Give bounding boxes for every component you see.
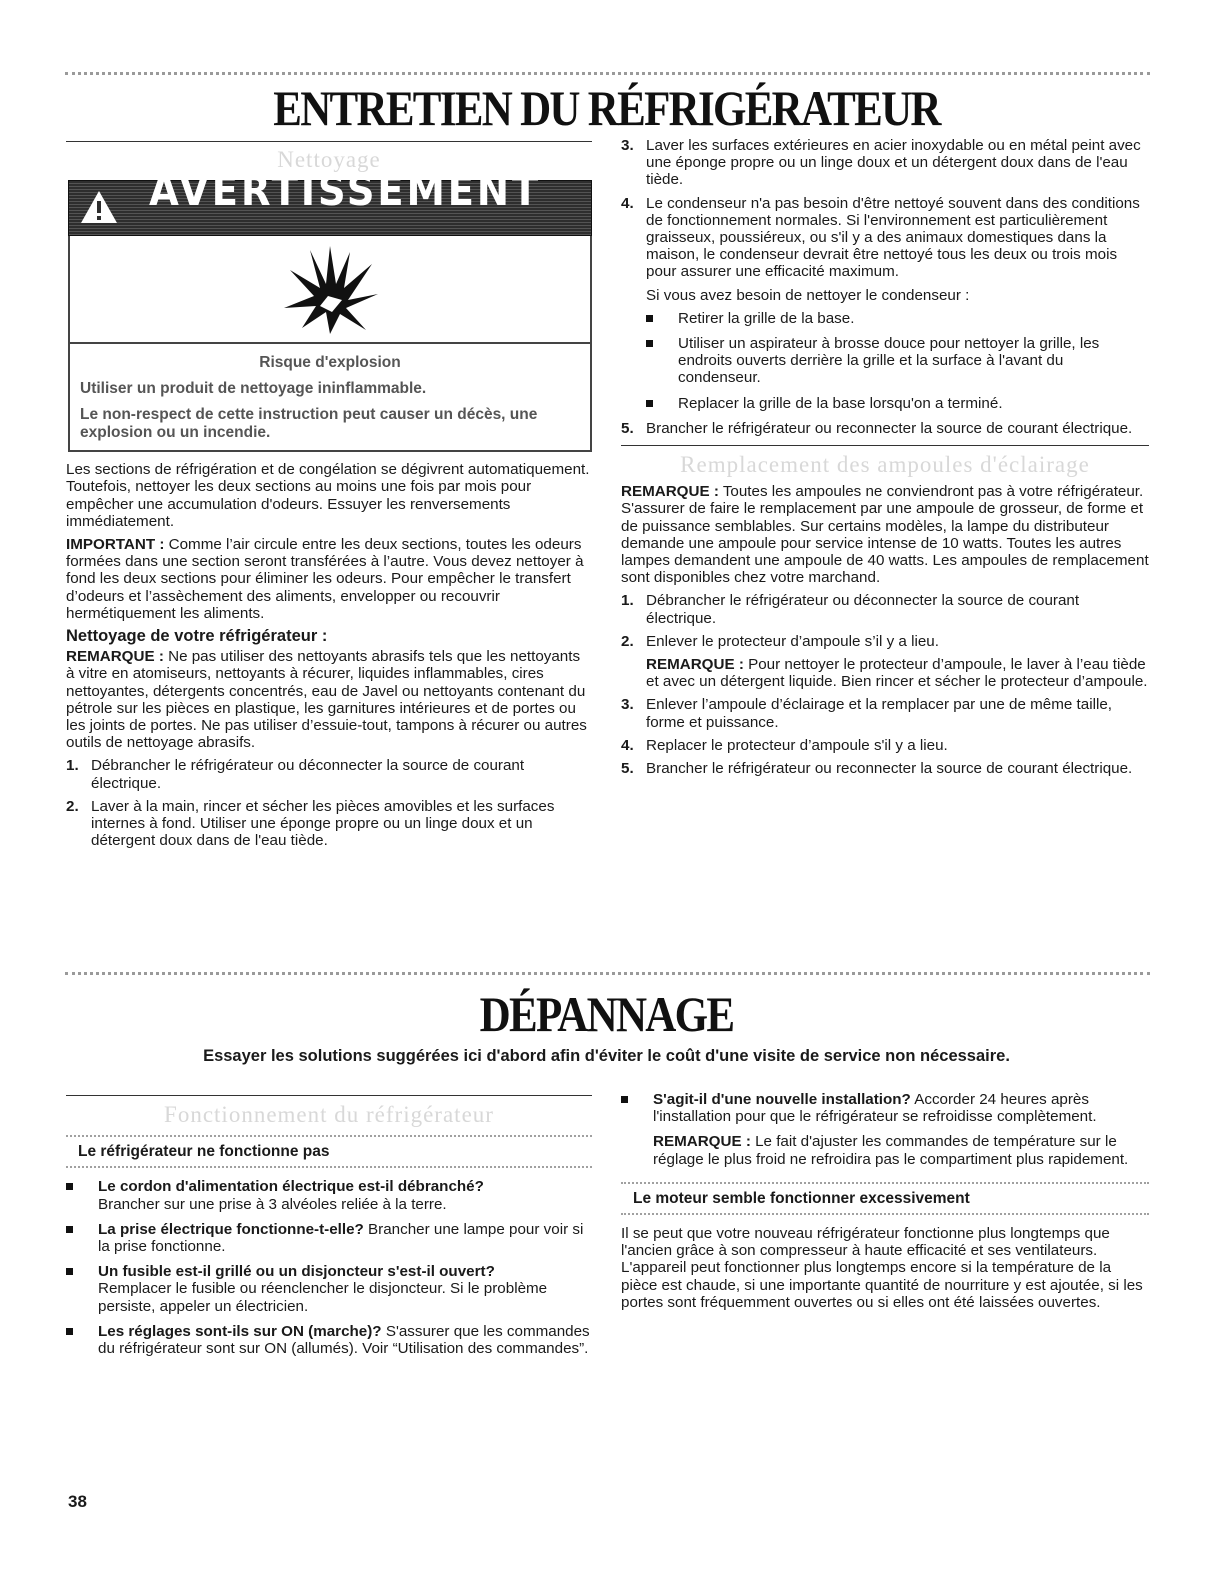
list-item: Retirer la grille de la base. [646, 310, 1149, 327]
list-item: 3. Laver les surfaces extérieures en acier inoxydable ou en métal peint avec une éponge propre ou un linge doux et un détergent doux dans de l'eau tiède. [621, 137, 1141, 189]
section-title-maintenance: ENTRETIEN DU RÉFRIGÉRATEUR [273, 80, 940, 136]
ghost-heading-cleaning: Nettoyage [277, 147, 381, 172]
temperature-note [653, 1133, 1149, 1167]
column-rule [66, 141, 592, 142]
bullet-square-icon [66, 1226, 73, 1233]
installation-checklist [621, 1091, 1149, 1125]
not-working-checklist [66, 1178, 592, 1357]
column-rule [621, 445, 1149, 446]
warning-header-text: AVERTISSEMENT [148, 166, 542, 216]
remarque-label: REMARQUE : [646, 656, 744, 674]
dotted-separator [621, 1182, 1149, 1184]
list-item: 2. Enlever le protecteur d’ampoule s’il y a lieu. [621, 632, 939, 650]
subheading-cleaning-fridge: Nettoyage de votre réfrigérateur : [66, 627, 328, 646]
troubleshooting-subtitle: Essayer les solutions suggérées ici d'abord afin d'éviter le coût d'une visite de service non nécessaire. [203, 1047, 1010, 1065]
bulb-note-text: Pour nettoyer le protecteur d’ampoule, le laver à l’eau tiède et avec un détergent liquide. Bien rincer et sécher le protecteur d’ampoule. [646, 656, 1148, 691]
bullet-square-icon [621, 1096, 628, 1103]
dotted-separator [66, 1166, 592, 1168]
remarque-paragraph [66, 648, 592, 751]
bullet-square-icon [66, 1268, 73, 1275]
warning-line-1: Utiliser un produit de nettoyage ininflammable. [80, 380, 427, 398]
bullet-square-icon [66, 1328, 73, 1335]
list-item: Un fusible est-il grillé ou un disjoncteur s'est-il ouvert? Remplacer le fusible ou réenclencher le disjoncteur. Si le problème persiste, appeler un électricien. [66, 1263, 592, 1315]
ghost-heading-bulbs: Remplacement des ampoules d'éclairage [680, 452, 1090, 478]
list-item: 1. Débrancher le réfrigérateur ou déconnecter la source de courant électrique. [66, 757, 525, 792]
list-item: Replacer la grille de la base lorsqu'on a terminé. [646, 395, 1149, 412]
list-item: 4. Le condenseur n'a pas besoin d'être nettoyé souvent dans des conditions de fonctionnement normales. Si l'environnement est particulièrement graisseux, poussiéreux, ou s'il y a des animaux domestiques dans la maison, le condenseur devrait être nettoyé tous les deux ou trois mois pour assurer une efficacité maximum. [621, 194, 1140, 281]
warning-graphic [70, 236, 590, 344]
important-paragraph [66, 536, 592, 622]
list-item: 2. Laver à la main, rincer et sécher les pièces amovibles et les surfaces internes à fond. Utiliser une éponge propre ou un linge doux et un détergent doux dans de l'eau tiède. [66, 797, 555, 850]
bulb-steps-list [621, 592, 1149, 650]
maintenance-right-column [621, 137, 1149, 783]
troubleshooting-right-column [621, 1089, 1149, 1317]
cleaning-steps-continued [621, 137, 1149, 281]
bullet-square-icon [66, 1183, 73, 1190]
section-title-troubleshooting: DÉPANNAGE [479, 986, 734, 1042]
bulb-steps-list-continued [621, 696, 1149, 777]
troubleshooting-left-column [66, 1095, 592, 1365]
list-item: 5. Brancher le réfrigérateur ou reconnecter la source de courant électrique. [621, 760, 1133, 778]
motor-paragraph: Il se peut que votre nouveau réfrigérateur fonctionne plus longtemps que l'ancien grâce à son compresseur à haute efficacité et ses ventilateurs. L'appareil peut fonctionner plus longtemps encore si la température de la pièce est chaude, si une importante quantité de nourriture y est ajoutée, si les portes sont fréquemment ouvertes ou si elles ont été laissées ouvertes. [621, 1225, 1143, 1311]
temperature-note-text: Le fait d'ajuster les commandes de température sur le réglage le plus froid ne refroidira pas le compartiment plus rapidement. [653, 1133, 1129, 1168]
maintenance-left-column [66, 141, 592, 855]
explosion-icon [280, 244, 380, 336]
list-item: S'agit-il d'une nouvelle installation? Accorder 24 heures après l'installation pour que le réfrigérateur se refroidisse complètement. [621, 1091, 1149, 1125]
warning-box [68, 166, 592, 452]
warning-header [68, 166, 592, 236]
middle-dotted-rule [65, 972, 1150, 975]
bullet-square-icon [646, 400, 653, 407]
remarque-label: REMARQUE : [653, 1133, 751, 1151]
top-dotted-rule [65, 72, 1150, 75]
list-item: Le cordon d'alimentation électrique est-il débranché? Brancher sur une prise à 3 alvéoles reliée à la terre. [66, 1178, 592, 1212]
list-item: Utiliser un aspirateur à brosse douce pour nettoyer la grille, les endroits ouverts derrière la grille et la surface à l'avant du condenseur. [646, 335, 1149, 387]
remarque-label: REMARQUE : [66, 648, 164, 666]
ghost-heading-operation: Fonctionnement du réfrigérateur [164, 1102, 494, 1127]
list-item: Les réglages sont-ils sur ON (marche)? S'assurer que les commandes du réfrigérateur sont sur ON (allumés). Voir “Utilisation des commandes”. [66, 1323, 592, 1357]
important-label: IMPORTANT : [66, 536, 165, 554]
heading-fridge-not-working: Le réfrigérateur ne fonctionne pas [78, 1143, 330, 1161]
dotted-separator [66, 1135, 592, 1137]
important-text: Comme l’air circule entre les deux sections, toutes les odeurs formées dans une section seront transférées à l’autre. Vous devez nettoyer à fond les deux sections pour éliminer les odeurs. Pour empêcher le transfert d’odeurs et l’assèchement des aliments, envelopper ou recouvrir hermétiquement les aliments. [66, 536, 584, 622]
warning-triangle-icon [79, 189, 119, 225]
remarque-text: Toutes les ampoules ne conviendront pas à votre réfrigérateur. S'assurer de faire le remplacement par une ampoule de grosseur, de forme et de puissance semblables. Sur certains modèles, la lampe du distributeur demande une ampoule pour service intense de 10 watts. Toutes les autres lampes demandent une ampoule de 40 watts. Les ampoules de remplacement sont disponibles chez votre marchand. [621, 483, 1149, 587]
page-number: 38 [68, 1492, 87, 1511]
dotted-separator [621, 1213, 1149, 1215]
defrost-paragraph: Les sections de réfrigération et de congélation se dégivrent automatiquement. Toutefois, nettoyer les deux sections au moins une fois par mois pour empêcher une accumulation d'odeurs. Essuyer les renversements immédiatement. [66, 461, 590, 530]
warning-line-2: Le non-respect de cette instruction peut causer un décès, une explosion ou un incendie. [80, 406, 538, 442]
bullet-square-icon [646, 340, 653, 347]
cleaning-steps-list [66, 757, 592, 849]
heading-motor-excessive: Le moteur semble fonctionner excessivement [633, 1189, 970, 1207]
list-item: 4. Replacer le protecteur d’ampoule s'il y a lieu. [621, 736, 948, 754]
list-item: La prise électrique fonctionne-t-elle? Brancher une lampe pour voir si la prise fonctionne. [66, 1221, 592, 1255]
warning-risk-title: Risque d'explosion [259, 354, 401, 372]
list-item: 5. Brancher le réfrigérateur ou reconnecter la source de courant électrique. [621, 419, 1133, 437]
bullet-square-icon [646, 315, 653, 322]
list-item: 3. Enlever l’ampoule d’éclairage et la remplacer par une de même taille, forme et puissance. [621, 696, 1112, 731]
condenser-bullets [646, 310, 1149, 412]
condenser-intro: Si vous avez besoin de nettoyer le condenseur : [646, 286, 970, 304]
bulb-remarque-paragraph [621, 483, 1149, 586]
cleaning-step-5 [621, 420, 1149, 437]
remarque-label: REMARQUE : [621, 483, 719, 501]
bulb-note [646, 656, 1149, 690]
remarque-text: Ne pas utiliser des nettoyants abrasifs tels que les nettoyants à vitre en atomiseurs, nettoyants à récurer, liquides inflammables, cires nettoyantes, détergents concentrés, eau de Javel ou nettoyants contenant du pétrole sur les pièces en plastique, les garnitures intérieures et de portes ou les joints de portes. Ne pas utiliser d’essuie-tout, tampons à récurer ou autres outils de nettoyage abrasifs. [66, 648, 587, 752]
column-rule [66, 1095, 592, 1096]
list-item: 1. Débrancher le réfrigérateur ou déconnecter la source de courant électrique. [621, 592, 1080, 627]
